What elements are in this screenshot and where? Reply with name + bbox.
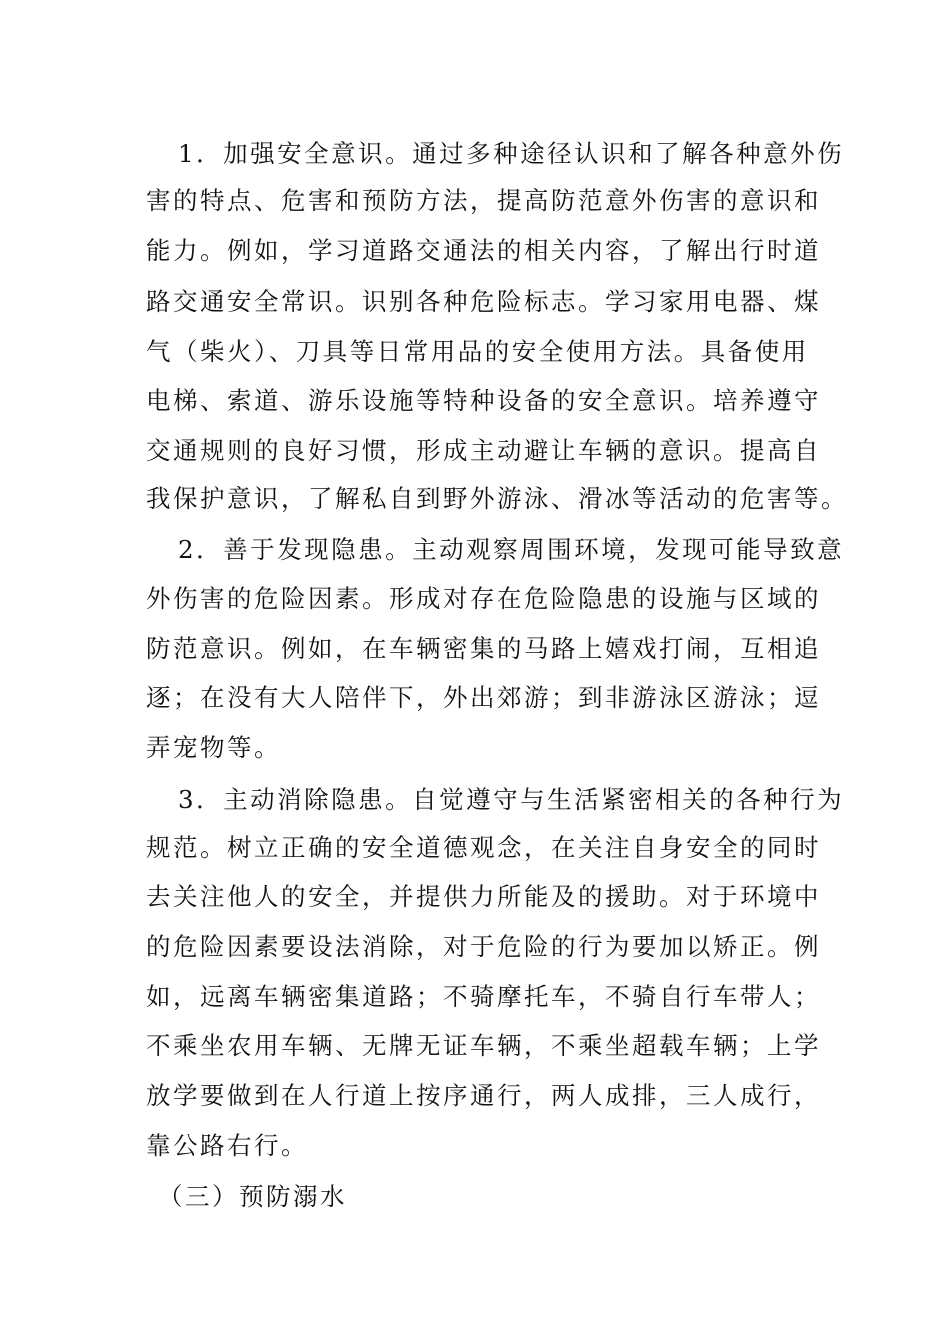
paragraph-1-line-3: 能力。例如，学习道路交通法的相关内容，了解出行时道 [146, 236, 821, 265]
paragraph-3-line-1: 3．主动消除隐患。自觉遵守与生活紧密相关的各种行为 [178, 785, 845, 814]
paragraph-1-line-4: 路交通安全常识。识别各种危险标志。学习家用电器、煤 [146, 287, 821, 316]
paragraph-1-line-6: 电梯、索道、游乐设施等特种设备的安全意识。培养遵守 [146, 386, 821, 415]
paragraph-3-line-3: 去关注他人的安全，并提供力所能及的援助。对于环境中 [146, 882, 821, 911]
paragraph-2-line-1: 2．善于发现隐患。主动观察周围环境，发现可能导致意 [178, 535, 845, 564]
paragraph-3-line-5: 如，远离车辆密集道路；不骑摩托车，不骑自行车带人； [146, 982, 821, 1011]
paragraph-2-line-5: 弄宠物等。 [146, 733, 281, 762]
paragraph-1-line-5: 气（柴火）、刀具等日常用品的安全使用方法。具备使用 [146, 337, 809, 366]
paragraph-3-line-6: 不乘坐农用车辆、无牌无证车辆，不乘坐超载车辆；上学 [146, 1031, 821, 1060]
paragraph-3-line-8: 靠公路右行。 [146, 1131, 308, 1160]
paragraph-2-line-4: 逐；在没有大人陪伴下，外出郊游；到非游泳区游泳；逗 [146, 683, 821, 712]
paragraph-1-line-1: 1．加强安全意识。通过多种途径认识和了解各种意外伤 [178, 139, 845, 168]
paragraph-2-line-2: 外伤害的危险因素。形成对存在危险隐患的设施与区域的 [146, 584, 821, 613]
paragraph-2-line-3: 防范意识。例如，在车辆密集的马路上嬉戏打闹，互相追 [146, 634, 821, 663]
paragraph-3-line-7: 放学要做到在人行道上按序通行，两人成排，三人成行， [146, 1081, 821, 1110]
paragraph-3-line-4: 的危险因素要设法消除，对于危险的行为要加以矫正。例 [146, 932, 821, 961]
paragraph-1-line-8: 我保护意识，了解私自到野外游泳、滑冰等活动的危害等。 [146, 484, 848, 513]
section-heading: （三）预防溺水 [158, 1182, 347, 1211]
paragraph-3-line-2: 规范。树立正确的安全道德观念，在关注自身安全的同时 [146, 833, 821, 862]
paragraph-1-line-7: 交通规则的良好习惯，形成主动避让车辆的意识。提高自 [146, 436, 821, 465]
paragraph-1-line-2: 害的特点、危害和预防方法，提高防范意外伤害的意识和 [146, 186, 821, 215]
